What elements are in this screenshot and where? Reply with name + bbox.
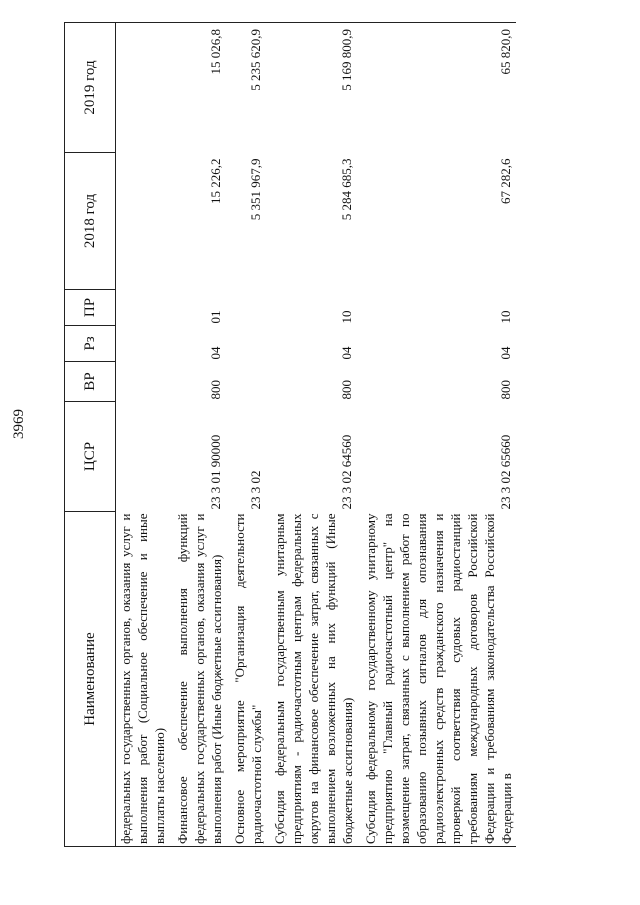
rotated-page-content [52, 0, 604, 905]
row-name-cell [357, 512, 516, 847]
row-vr [116, 362, 170, 402]
row-2018: 5 351 967,9 [248, 158, 263, 221]
row-vr: 800 [208, 380, 223, 400]
header-csr: ЦСР [65, 402, 116, 512]
header-pr: ПР [65, 290, 116, 326]
table-row [169, 23, 226, 847]
row-csr: 23 3 02 64560 [339, 434, 354, 510]
row-pr: 10 [339, 310, 354, 324]
header-2019: 2019 год [65, 23, 116, 153]
row-rz [116, 326, 170, 362]
row-csr: 23 3 02 [248, 470, 263, 510]
row-rz: 04 [498, 346, 513, 360]
table-row [266, 23, 357, 847]
row-pr: 10 [498, 310, 513, 324]
row-2019: 15 026,8 [169, 23, 226, 153]
row-rz: 04 [339, 346, 354, 360]
row-2018: 67 282,6 [498, 158, 513, 204]
row-pr [116, 290, 170, 326]
row-rz [226, 326, 266, 362]
row-2018: 15 226,2 [208, 158, 223, 204]
row-2019: 65 820,0 [357, 23, 516, 153]
row-rz: 04 [208, 346, 223, 360]
row-vr: 800 [339, 380, 354, 400]
row-name-cell [116, 512, 170, 847]
header-vr: ВР [65, 362, 116, 402]
row-name: Субсидия федеральным государственным унитарным предприятиям - радиочастотным центрам федеральных округов на финансовое обеспечение затрат, связанных с выполнением возложенных на них функций (Иные бюджетные ассигнования) [272, 513, 355, 844]
table-row [116, 23, 170, 847]
table-body [116, 23, 517, 847]
row-2018: 5 284 685,3 [339, 158, 354, 221]
table-row [226, 23, 266, 847]
budget-table [64, 22, 516, 847]
row-name: Субсидия федеральному государственному унитарному предприятию "Главный радиочастотный центр" на возмещение затрат, связанных с выполнением работ по образованию позывных сигналов для опознавания радиоэлектронных средств гражданского назначения и проверкой соответствия судовых радиостанций требованиям международных договоров Российской Федерации и требованиям законодательства Российской Федерации в [363, 513, 514, 844]
row-pr [226, 290, 266, 326]
row-vr [226, 362, 266, 402]
row-name-cell [226, 512, 266, 847]
table-row [357, 23, 516, 847]
row-2019: 5 169 800,9 [266, 23, 357, 153]
header-2018: 2018 год [65, 153, 116, 290]
row-name: Финансовое обеспечение выполнения функций федеральных государственных органов, оказания услуг и выполнения работ (Иные бюджетные ассигнования) [175, 513, 224, 844]
row-2018 [116, 153, 170, 290]
row-name: Основное мероприятие "Организация деятельности радиочастотной службы" [232, 513, 264, 844]
row-name: федеральных государственных органов, оказания услуг и выполнения работ (Социальное обеспечение и иные выплаты населению) [118, 513, 167, 844]
row-2019 [116, 23, 170, 153]
row-pr: 01 [208, 310, 223, 324]
table-header [65, 23, 116, 847]
row-name-cell [266, 512, 357, 847]
row-vr: 800 [498, 380, 513, 400]
row-csr [116, 402, 170, 512]
header-rz: Рз [65, 326, 116, 362]
header-name: Наименование [65, 512, 116, 847]
page-number: 3969 [11, 409, 27, 439]
row-2019: 5 235 620,9 [226, 23, 266, 153]
row-csr: 23 3 01 90000 [208, 434, 223, 510]
row-csr: 23 3 02 65660 [498, 434, 513, 510]
row-name-cell [169, 512, 226, 847]
